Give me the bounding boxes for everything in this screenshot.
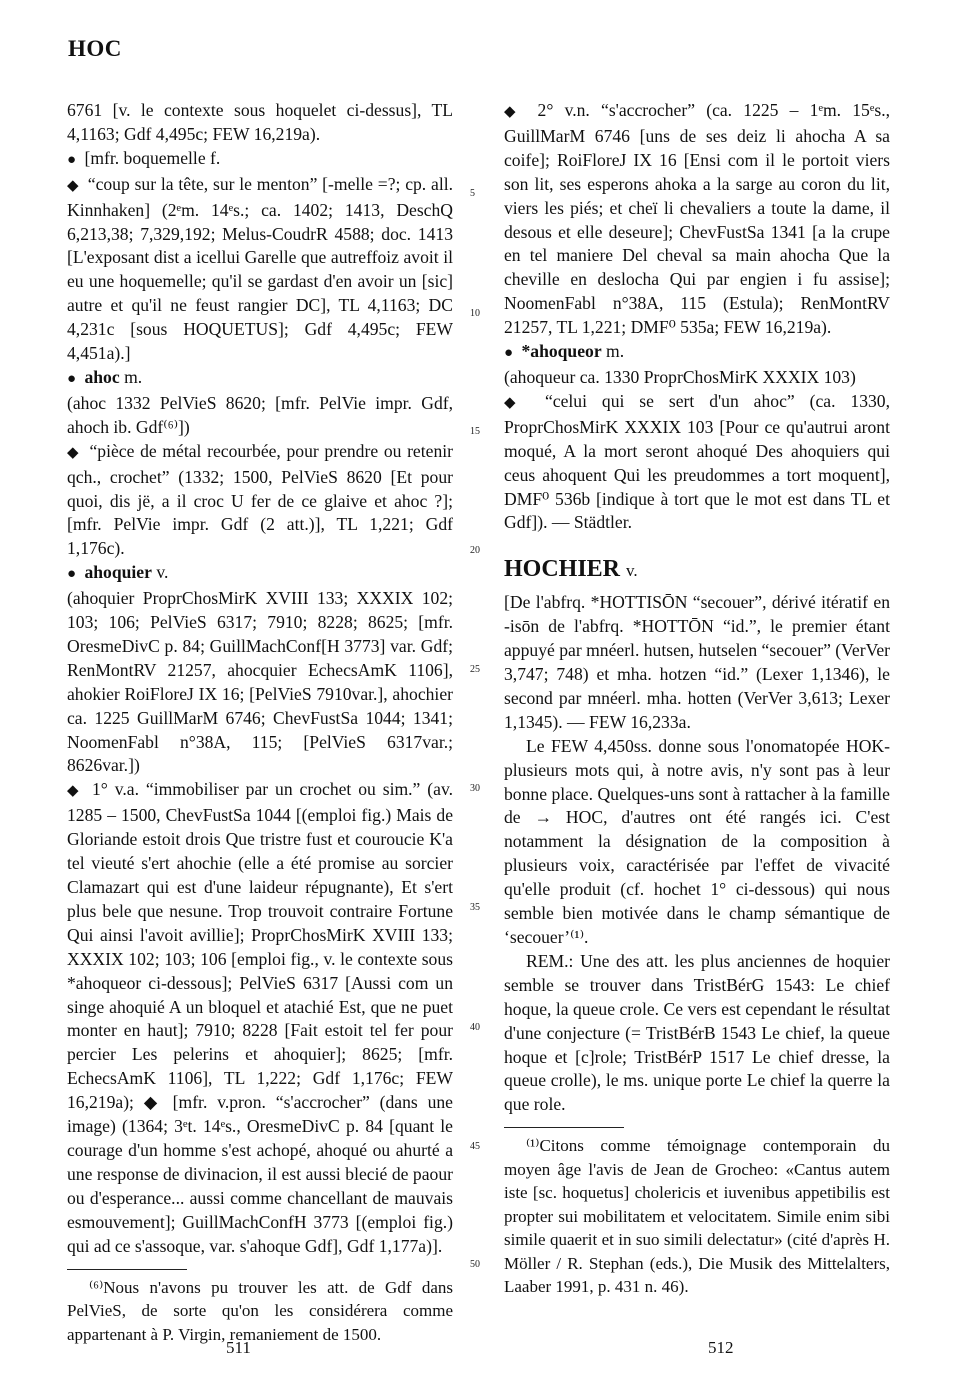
entry-title: HOCHIER: [504, 556, 621, 583]
right-para-4: “celui qui se sert d'un ahoc” (ca. 1330, ProprChosMirK XXXIX 103 [Pour ce qu'autrui aront moqué, A la mort seront ahoqué Des ahoquiers qui ceus ahoquent Qui les preudommes a tort moquent], DMF⁰ 536b [indique à tort que le mot est dans TL et Gdf]). — Städtler.: [504, 390, 890, 533]
entry-title-pos: v.: [626, 561, 638, 581]
left-sense-immobiliser: [67, 778, 453, 1258]
right-sense-accrocher: [504, 99, 890, 340]
left-footnote: ⁽⁶⁾Nous n'avons pu trouver les att. de Gdf dans PelVieS, de sorte qu'on les considérera comme appartenant à P. Virgin, remaniement de 1500.: [67, 1277, 453, 1344]
headword-ahoc: ahoc: [84, 366, 120, 387]
left-sense-coup: [67, 173, 453, 366]
diamond-icon: ◆: [504, 394, 527, 411]
left-para-6: “pièce de métal recourbée, pour prendre ou retenir qch., crochet” (1332; 1500, PelVieS 8620 [Et pour quoi, dis jë, a il croc U fer de ce glaive et ahoc ?]; [mfr. PelVie impr. Gdf (2 att.)], TL 1,221; Gdf 1,176c).: [67, 440, 453, 559]
left-entry-ahoc: [67, 366, 453, 392]
headword-ahoquier: ahoquier: [84, 562, 152, 583]
right-entry-ahoqueor: [504, 340, 890, 366]
right-para-3: (ahoqueur ca. 1330 ProprChosMirK XXXIX 103): [504, 366, 856, 387]
left-sense-piece: [67, 440, 453, 562]
line-number: 40: [470, 1022, 480, 1033]
left-entry-ahoquier: [67, 561, 453, 587]
bullet-dot-icon: ●: [67, 370, 77, 387]
headword-ahoqueor: *ahoqueor: [521, 341, 602, 362]
footnote-rule: [504, 1127, 624, 1128]
headword-pos: m.: [606, 341, 625, 362]
page-number-left: 511: [226, 1338, 251, 1357]
left-para-9: 1° v.a. “immobiliser par un crochet ou sim.” (av. 1285 – 1500, ChevFustSa 1044 [(emploi fig.) Mais de Gloriande estoit drois Que tristre fust et couroucie K'a tel vieuté s'ert ahochie (elle a été promise au sorcier Clamazart qui est d'une laideur répugnante), Et s'ert plus bele que nesune. Trop trouvoit contraire Fortune Qui ainsi l'avoit avillie]; ProprChosMirK XVIII 133; XXXIX 102; 103; 106 [emploi fig., v. le contexte sous *ahoqueor ci-dessous]; PelVieS 6317 [Aussi com un singe ahoquié A un bloquel et atachié Est, que ne puet monter en haut]; 7910; 8228 [Fait estoit tel fer pour percier Les pelerins et ahoquier]; 8625; [mfr. EchecsAmK 1106], TL 1,222; Gdf 1,176c; FEW 16,219a); ◆ [mfr. v.pron. “s'accrocher” (dans une image) (1364; 3ᵉt. 14ᵉs., OresmeDivC p. 84 [quant le courage d'un homme s'est achopé, ahoqué ou ahurté a une response de divinacion, il est aussi blecié de paour ou d'esperance... aussi comme chancellant de mauvais esmouvement]; GuillMachConfH 3773 [(emploi fig.) qui ad ce s'assoque, var. s'ahoque Gdf], Gdf 1,177a)].: [67, 779, 453, 1256]
left-para-3: “coup sur la tête, sur le menton” [-melle =?; cp. all. Kinnhaken] (2ᵉm. 14ᵉs.; ca. 1402; 1413, DeschQ 6,213,38; 7,329,192; Melus-CoudrR 4588; doc. 1413 [L'exposant dist a icellui Garelle que autreffoiz avoit il eu une hoquemelle; qu'il se gardast d'en avoir un [sic] autre et qu'il ne feust rangier DC], TL 4,1163; DC 4,231c [sous HOQUETUS]; Gdf 4,495c; FEW 4,451a).]: [67, 173, 453, 364]
diamond-icon: ◆: [67, 444, 80, 461]
entry-title-hochier: [504, 555, 890, 585]
running-head: HOC: [68, 36, 122, 61]
line-number: 25: [470, 664, 480, 675]
right-para-6: Le FEW 4,450ss. donne sous l'onomatopée HOK- plusieurs mots qui, à notre avis, n'y sont pas à leur bonne place. Quelques-uns sont à rattacher à la famille de → HOC, d'autres ont été rangés ici. C'est notamment la désignation de la composition à plusieurs voix, caractérisée par l'effet de vivacité qu'elle produit (cf. hochet 1° ci-dessous) qui nous semble bien motivée dans le champ sémantique de ‘secouer’⁽¹⁾.: [504, 735, 890, 947]
right-column: [504, 99, 890, 1299]
line-number: 10: [470, 308, 480, 319]
right-etymology: [De l'abfrq. *HOTTISŌN “secouer”, dérivé itératif en -isōn de l'abfrq. *HOTTŌN “id.”, le premier étant appuyé par mnéerl. hutsen, hutselen “secouer” (VerVer 3,747; 748) et mha. hotzen “id.” (Lexer 1,1346), le second par mnéerl. mha. hotten (VerVer 3,613; Lexer 1,1345). — FEW 16,233a.: [504, 592, 890, 732]
line-number: 5: [470, 188, 475, 199]
headword-pos: m.: [124, 366, 143, 387]
right-remark: REM.: Une des att. les plus anciennes de hoquier semble se trouver dans TristBérG 1543: Le chief hoque, la queue crole. Ce vers est cependant le résultat d'une conjecture (= TristBérB 1543 Le chief, la queue hoque et [c]role; TristBérP 1517 Le chief dresse, la queue crolle), le ms. unique porte Le chief la querre la que role.: [504, 950, 890, 1115]
line-number: 35: [470, 902, 480, 913]
left-para-2: [mfr. boquemelle f.: [84, 147, 221, 168]
page-number-right: 512: [708, 1338, 734, 1357]
left-entry-boquemelle: [67, 147, 453, 173]
bullet-dot-icon: ●: [67, 566, 77, 583]
bullet-dot-icon: ●: [67, 151, 77, 168]
footnote-rule: [67, 1269, 187, 1270]
left-para-8: (ahoquier ProprChosMirK XVIII 133; XXXIX 102; 103; 106; PelVieS 6317; 7910; 8228; 8625; [mfr. OresmeDivC p. 84; GuillMachConf[H 3773] var. Gdf; RenMontRV 21257, ahocquier EchecsAmK 1106], ahokier RoiFloreJ IX 16; [PelVieS 7910var.], ahochier ca. 1225 GuillMarM 6746; ChevFustSa 1044; 1341; NoomenFabl n°38A, 115; [PelVieS 6317var.; 8626var.]): [67, 588, 453, 776]
line-number: 45: [470, 1141, 480, 1152]
line-number: 20: [470, 545, 480, 556]
left-column: [67, 99, 453, 1346]
diamond-icon: ◆: [67, 177, 79, 194]
right-sense-celui: [504, 390, 890, 535]
left-para-1: 6761 [v. le contexte sous hoquelet ci-dessus], TL 4,1163; Gdf 4,495c; FEW 16,219a).: [67, 100, 453, 144]
right-footnote: ⁽¹⁾Citons comme témoignage contemporain du moyen âge l'avis de Jean de Grocheo: «Cantus autem iste [sc. hoquetus] cholericis et iuvenibus appetibilis est propter sui mobilitatem et velocitatem. Simile enim sibi simile quaerit et in suo simili delectatur» (cité d'après H. Möller / R. Stephan (eds.), Die Musik des Mittelalters, Laaber 1991, p. 431 n. 46).: [504, 1136, 890, 1297]
line-number: 15: [470, 426, 480, 437]
line-number: 30: [470, 783, 480, 794]
line-number: 50: [470, 1259, 480, 1270]
diamond-icon: ◆: [67, 783, 82, 800]
left-para-5: (ahoc 1332 PelVieS 8620; [mfr. PelVie impr. Gdf, ahoch ib. Gdf⁽⁶⁾]): [67, 392, 453, 437]
headword-pos: v.: [156, 562, 169, 583]
diamond-icon: ◆: [504, 104, 523, 120]
right-para-1: 2° v.n. “s'accrocher” (ca. 1225 – 1ᵉm. 15ᵉs., GuillMarM 6746 [uns de ses deiz li ahocha A sa coife]; RoiFloreJ IX 16 [Ensi com il le portoit viers son lit, ses esperons ahoka a la sarge au coron du lit, viers les piés; et cheï li chevaliers a toute la dame, il desous et elle deseure]; ChevFustSa 1341 [a la crupe en tel maniere Del cheval sa main ahocha Que la cheville en deslocha Qui par engien i fu assise]; NoomenFabl n°38A, 115 (Estula); RenMontRV 21257, TL 1,221; DMF⁰ 535a; FEW 16,219a).: [504, 100, 890, 338]
bullet-dot-icon: ●: [504, 345, 514, 362]
